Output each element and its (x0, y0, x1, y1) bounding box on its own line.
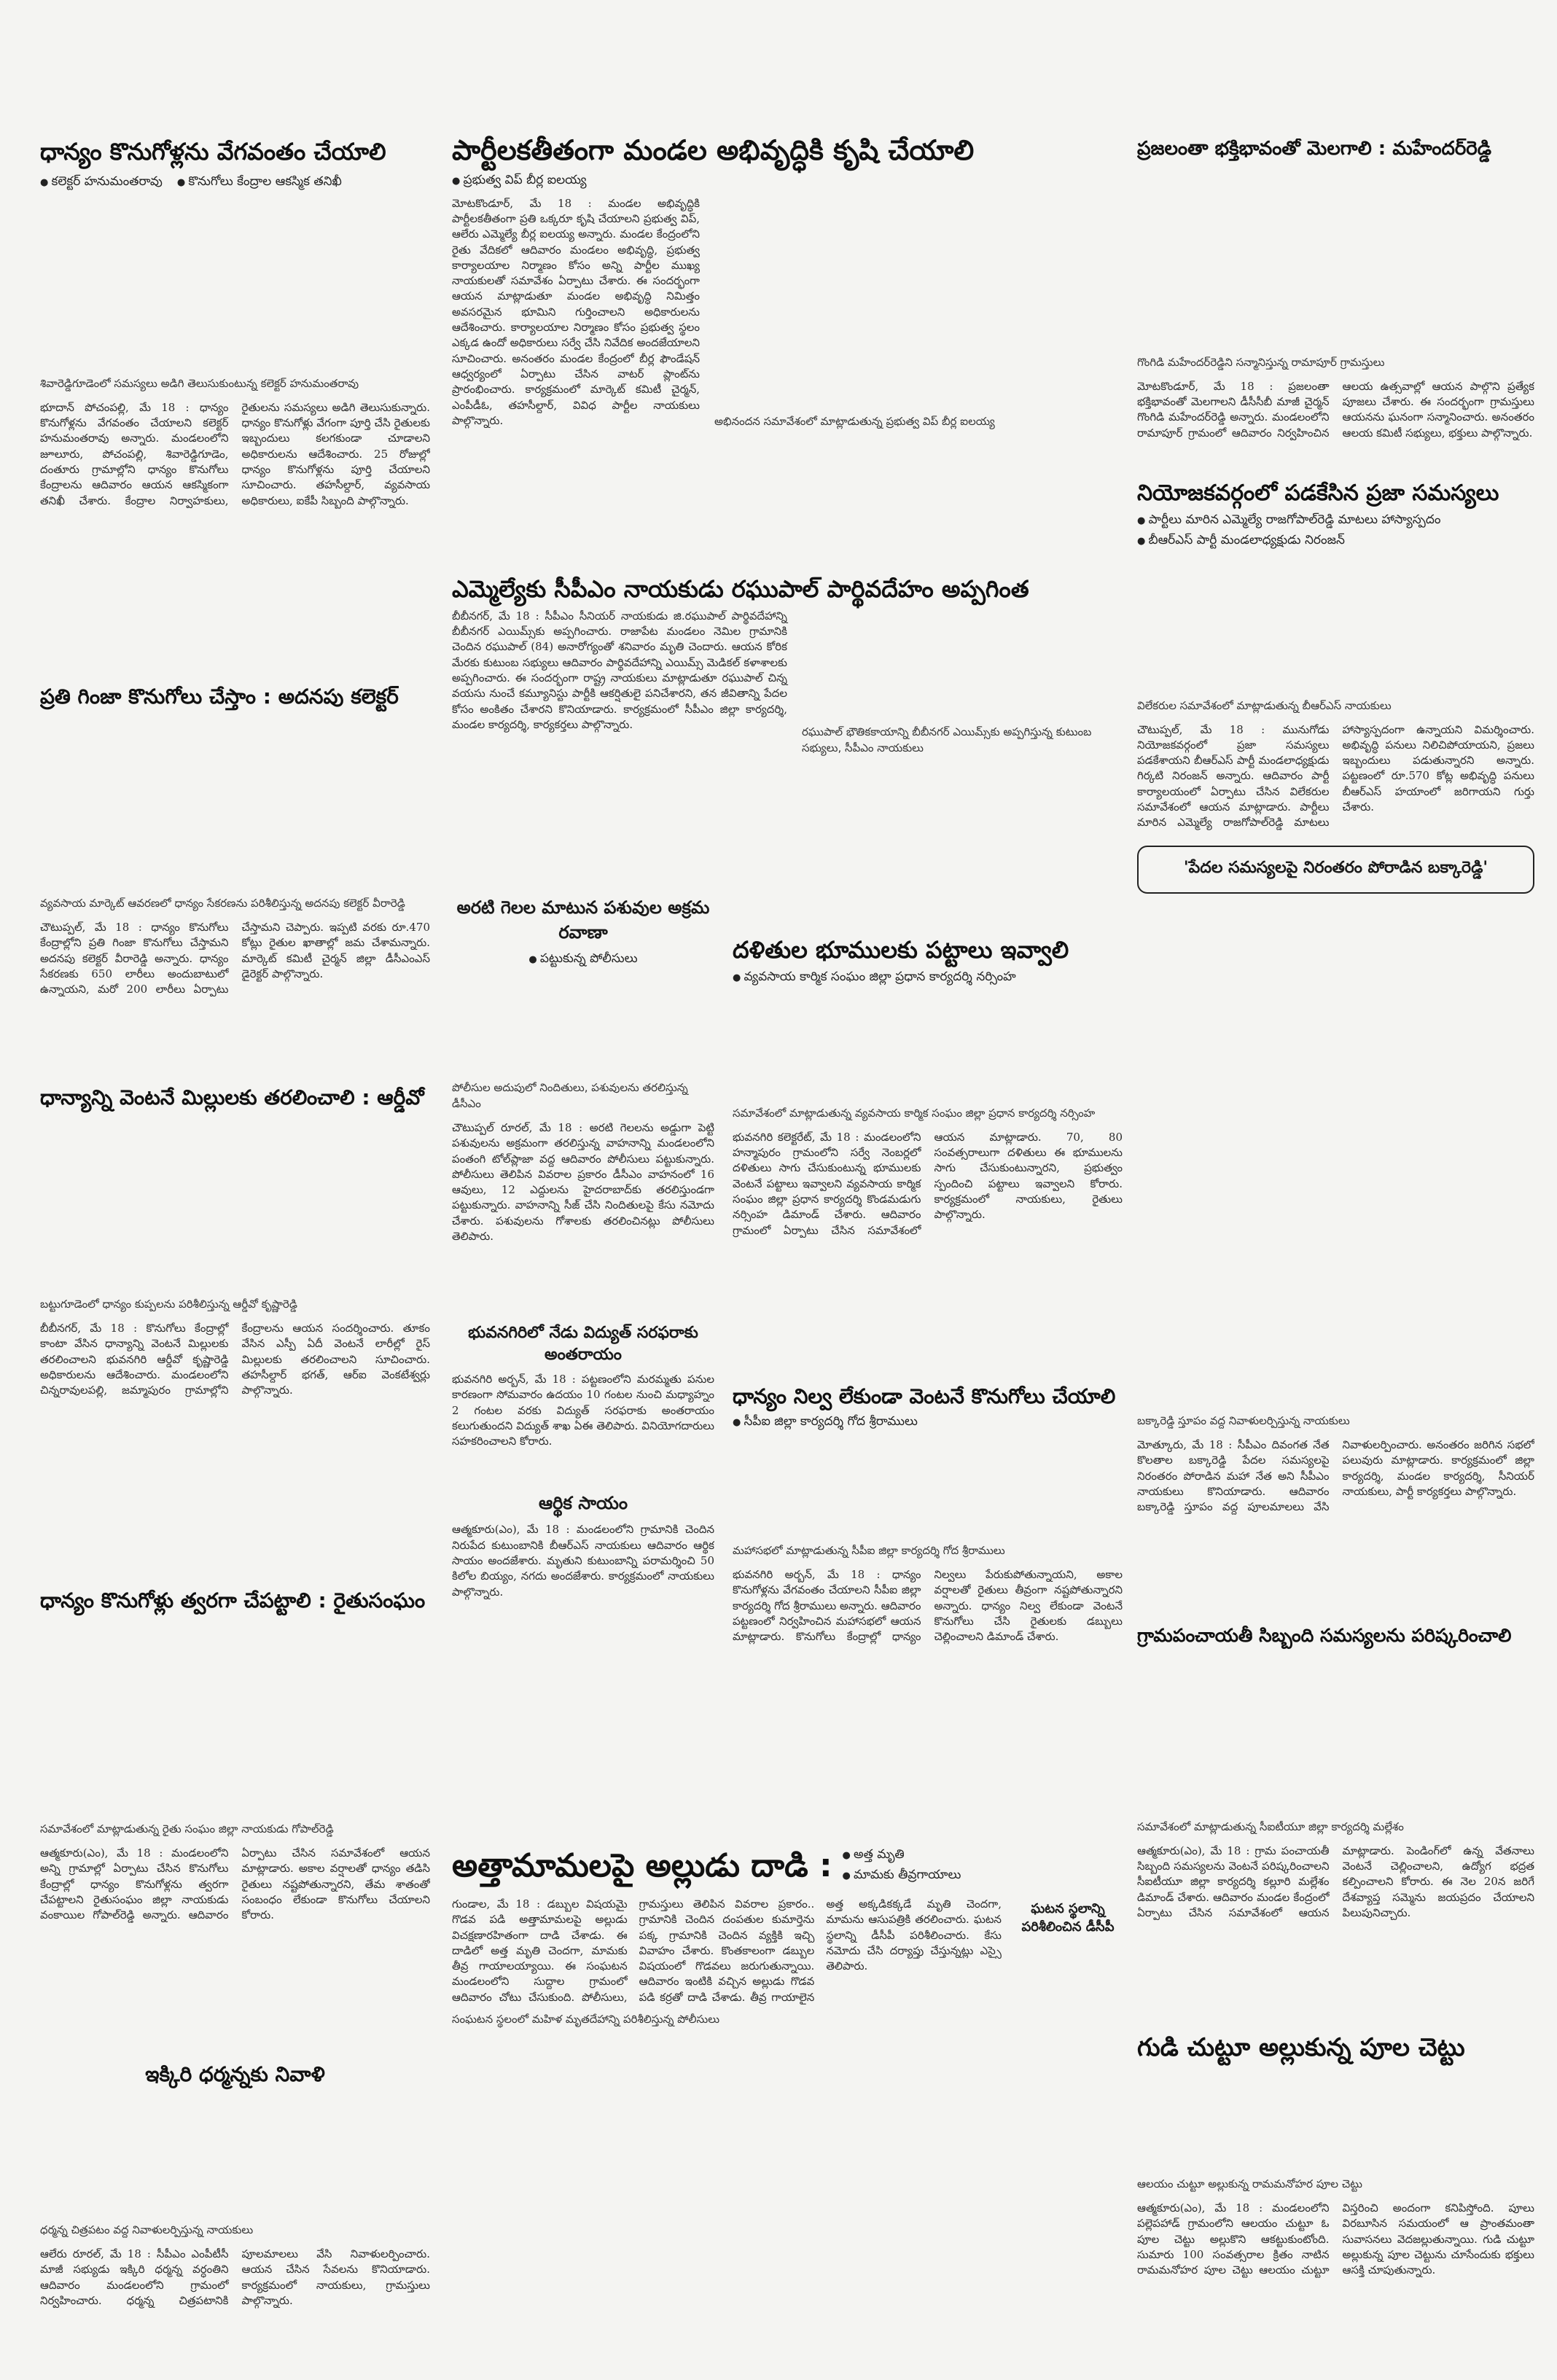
article-body: ఆత్మకూరు(ఎం), మే 18 : మండలంలోని అన్ని గ్రామాల్లో ఏర్పాటు చేసిన కొనుగోలు కేంద్రాల్లో ధాన్యం కొనుగోళ్లను త్వరగా చేపట్టాలని రైతుసంఘం జిల్లా నాయకుడు వంకాయిల గోపాల్‌రెడ్డి అన్నారు. ఆదివారం ఏర్పాటు చేసిన సమావేశంలో ఆయన మాట్లాడారు. అకాల వర్షాలతో ధాన్యం తడిసి రైతులు నష్టపోతున్నారని, తేమ శాతంతో సంబంధం లేకుండా కొనుగోలు చేయాలని కోరారు. (40, 1846, 430, 1922)
article-body: ఆత్మకూరు(ఎం), మే 18 : మండలంలోని పల్లెపహాడ్ గ్రామంలోని ఆలయం చుట్టూ ఓ పూల చెట్టు అల్లుకొని ఆకట్టుకుంటోంది. సుమారు 100 సంవత్సరాల క్రితం నాటిన రామమనోహర పూల చెట్టు ఆలయం చుట్టూ విస్తరించి అందంగా కనిపిస్తోంది. పూలు విరబూసిన సమయంలో ఆ ప్రాంతమంతా సువాసనలు వెదజల్లుతున్నాయి. గుడి చుట్టూ అల్లుకున్న పూల చెట్టును చూసేందుకు భక్తులు ఆసక్తి చూపుతున్నారు. (1137, 2201, 1534, 2277)
article-body: మోత్కూరు, మే 18 : సీపీఎం దివంగత నేత కొలతాల బక్కారెడ్డి పేదల సమస్యలపై నిరంతరం పోరాడిన మహా నేత అని సీపీఎం నాయకులు కొనియాడారు. ఆదివారం బక్కారెడ్డి స్తూపం వద్ద పూలమాలలు వేసి నివాళులర్పించారు. అనంతరం జరిగిన సభలో పలువురు మాట్లాడారు. కార్యక్రమంలో జిల్లా కార్యదర్శి, మండల కార్యదర్శి, సీనియర్ నాయకులు, పార్టీ కార్యకర్తలు పాల్గొన్నారు. (1137, 1438, 1534, 1514)
headline: ప్రజలంతా భక్తిభావంతో మెలగాలి : మహేందర్‌రెడ్డి (1137, 138, 1491, 160)
photo-caption: రఘుపాల్ భౌతికకాయాన్ని బీబీనగర్ ఎయిమ్స్‌కు అప్పగిస్తున్న కుటుంబ సభ్యులు, సీపీఎం నాయకులు (802, 725, 1092, 754)
photo-caption: సమావేశంలో మాట్లాడుతున్న రైతు సంఘం జిల్లా నాయకుడు గోపాల్‌రెడ్డి (40, 1822, 334, 1836)
headline: నియోజకవర్గంలో పడకేసిన ప్రజా సమస్యలు (1137, 481, 1499, 506)
photo-caption: పోలీసుల అదుపులో నిందితులు, పశువులను తరలిస్తున్న డీసీఎం (452, 1081, 688, 1110)
headline: ధాన్యం కొనుగోళ్లను వేగవంతం చేయాలి (40, 138, 386, 165)
article-body: ఆత్మకూరు(ఎం), మే 18 : గ్రామ పంచాయతీ సిబ్బంది సమస్యలను వెంటనే పరిష్కరించాలని సీఐటీయూ జిల్లా కార్యదర్శి కల్లూరి మల్లేశం డిమాండ్ చేశారు. ఆదివారం మండల కేంద్రంలో ఏర్పాటు చేసిన సమావేశంలో ఆయన మాట్లాడారు. పెండింగ్‌లో ఉన్న వేతనాలు వెంటనే చెల్లించాలని, ఉద్యోగ భద్రత కల్పించాలని కోరారు. ఈ నెల 20న జరిగే దేశవ్యాప్త సమ్మెను జయప్రదం చేయాలని పిలుపునిచ్చారు. (1137, 1843, 1534, 1919)
headline: భువనగిరిలో నేడు విద్యుత్ సరఫరాకు అంతరాయం (468, 1324, 698, 1364)
photo-caption: వ్యవసాయ మార్కెట్ ఆవరణలో ధాన్యం సేకరణను పరిశీలిస్తున్న అదనపు కలెక్టర్ వీరారెడ్డి (40, 897, 405, 910)
bullet: ● అత్త మృతి (843, 1847, 961, 1865)
bullet: ● మామకు తీవ్రగాయాలు (843, 1868, 961, 1885)
bullet: ● ప్రభుత్వ విప్ బీర్ల ఐలయ్య (452, 173, 1123, 190)
photo-caption: సమావేశంలో మాట్లాడుతున్న సీఐటీయూ జిల్లా కార్యదర్శి మల్లేశం (1137, 1819, 1404, 1833)
photo-caption: బట్టుగూడెంలో ధాన్యం కుప్పలను పరిశీలిస్తున్న ఆర్డీవో కృష్ణారెడ్డి (40, 1298, 297, 1311)
headline: ధాన్యం నిల్వ లేకుండా వెంటనే కొనుగోలు చేయాలి (733, 1385, 1116, 1408)
story-devotion (1137, 138, 1534, 474)
left-column (40, 138, 430, 2351)
headline: ఇక్కిరి ధర్మన్నకు నివాళి (145, 2063, 325, 2086)
story-rythu-sangham (40, 1589, 430, 2056)
story-body-handover (452, 576, 1123, 882)
right-column (1137, 138, 1534, 2351)
story-every-grain (40, 685, 430, 765)
subheadline: ఆర్థిక సాయం (538, 1493, 628, 1514)
story-bakkareddy (1137, 1276, 1534, 1582)
photo-caption: బక్కారెడ్డి స్తూపం వద్ద నివాళులర్పిస్తున్న నాయకులు (1137, 1414, 1350, 1427)
article-body: మోటకొండూర్, మే 18 : ప్రజలంతా భక్తిభావంతో మెలగాలని డీసీసీబీ మాజీ చైర్మన్ గొంగిడి మహేందర్‌రెడ్డి అన్నారు. మండలంలోని రామాపూర్ గ్రామంలో ఆదివారం నిర్వహించిన ఆలయ ఉత్సవాల్లో ఆయన పాల్గొని ప్రత్యేక పూజలు చేశారు. ఈ సందర్భంగా గ్రామస్తులు ఆయనను ఘనంగా సన్మానించారు. అనంతరం ఆలయ కమిటీ సభ్యులు, భక్తులు పాల్గొన్నారు. (1137, 379, 1534, 440)
story-cattle-smuggling (452, 893, 714, 1316)
photo-caption: సంఘటన స్థలంలో మహిళ మృతదేహాన్ని పరిశీలిస్తున్న పోలీసులు (452, 2013, 720, 2026)
article-body: చౌటుప్పల్, మే 18 : మునుగోడు నియోజకవర్గంలో ప్రజా సమస్యలు పడకేశాయని బీఆర్ఎస్ పార్టీ మండలాధ్యక్షుడు గిర్కటి నిరంజన్ అన్నారు. ఆదివారం పార్టీ కార్యాలయంలో ఏర్పాటు చేసిన విలేకరుల సమావేశంలో ఆయన మాట్లాడారు. పార్టీలు మారిన ఎమ్మెల్యే రాజగోపాల్‌రెడ్డి మాటలు హాస్యాస్పదంగా ఉన్నాయని విమర్శించారు. అభివృద్ధి పనులు నిలిచిపోయాయని, ప్రజలు ఇబ్బందులు పడుతున్నారని అన్నారు. పట్టణంలో రూ.570 కోట్ల అభివృద్ధి పనులు బీఆర్ఎస్ హయాంలో జరిగాయని గుర్తు చేశారు. (1137, 722, 1534, 830)
photo-caption: శివారెడ్డిగూడెంలో సమస్యలు అడిగి తెలుసుకుంటున్న కలెక్టర్ హనుమంతరావు (40, 376, 359, 390)
article-body: భువనగిరి అర్బన్, మే 18 : పట్టణంలోని మరమ్మతు పనుల కారణంగా సోమవారం ఉదయం 10 గంటల నుంచి మధ్యాహ్నం 2 గంటల వరకు విద్యుత్ సరఫరాకు అంతరాయం కలుగుతుందని విద్యుత్ శాఖ ఏఈ తెలిపారు. వినియోగదారులు సహకరించాలని కోరారు. (452, 1373, 714, 1448)
story-power-cut (452, 1319, 714, 1786)
headline: అత్తామామలపై అల్లుడు దాడి : (452, 1846, 832, 1884)
story-flower-tree (1137, 2034, 1534, 2347)
headline: 'పేదల సమస్యలపై నిరంతరం పోరాడిన బక్కారెడ్డి' (1183, 858, 1488, 877)
photo-caption: గొంగిడి మహేందర్‌రెడ్డిని సన్మానిస్తున్న రామాపూర్ గ్రామస్తులు (1137, 355, 1385, 369)
photo-caption: అభినందన సమావేశంలో మాట్లాడుతున్న ప్రభుత్వ విప్ బీర్ల ఐలయ్య (714, 414, 995, 428)
article-body: చౌటుప్పల్, మే 18 : ధాన్యం కొనుగోలు కేంద్రాల్లోని ప్రతి గింజా కొనుగోలు చేస్తామని అదనపు కలెక్టర్ వీరారెడ్డి అన్నారు. ధాన్యం సేకరణకు 650 లారీలు అందుబాటులో ఉన్నాయని, మరో 200 లారీలు ఏర్పాటు చేస్తామని చెప్పారు. ఇప్పటి వరకు రూ.470 కోట్లు రైతుల ఖాతాల్లో జమ చేశామన్నారు. మార్కెట్ కమిటీ చైర్మన్ జిల్లా డీసీఎంఎస్ డైరెక్టర్ పాల్గొన్నారు. (40, 921, 430, 996)
photo-caption: సమావేశంలో మాట్లాడుతున్న వ్యవసాయ కార్మిక సంఘం జిల్లా ప్రధాన కార్యదర్శి నర్సింహ (733, 1106, 1096, 1120)
article-body: చౌటుప్పల్ రూరల్, మే 18 : అరటి గెలలను అడ్డుగా పెట్టి పశువులను అక్రమంగా తరలిస్తున్న వాహనాన్ని మండలంలోని పంతంగి టోల్‌ప్లాజా వద్ద ఆదివారం పోలీసులు పట్టుకున్నారు. పోలీసులు తెలిపిన వివరాల ప్రకారం డీసీఎం వాహనంలో 16 ఆవులు, 12 ఎద్దులను హైదరాబాద్‌కు తరలిస్తుండగా పట్టుకున్నారు. వాహనాన్ని సీజ్ చేసి నిందితులపై కేసు నమోదు చేశారు. పశువులను గోశాలకు తరలించినట్లు పోలీసులు తెలిపారు. (452, 1121, 714, 1244)
headline: ధాన్యం కొనుగోళ్లు త్వరగా చేపట్టాలి : రైతుసంఘం (40, 1589, 426, 1612)
article-body: మోటకొండూర్, మే 18 : మండల అభివృద్ధికి పార్టీలకతీతంగా ప్రతి ఒక్కరూ కృషి చేయాలని ప్రభుత్వ విప్, ఆలేరు ఎమ్మెల్యే బీర్ల ఐలయ్య అన్నారు. మండల కేంద్రంలోని రైతు వేదికలో ఆదివారం మండలం అభివృద్ధి, ప్రభుత్వ కార్యాలయాల నిర్మాణం కోసం అన్ని పార్టీల ముఖ్య నాయకులతో సమావేశం ఏర్పాటు చేశారు. ఈ సందర్భంగా ఆయన మాట్లాడుతూ మండల అభివృద్ధి నిమిత్తం అవసరమైన భూమిని గుర్తించాలని అధికారులను ఆదేశించారు. కార్యాలయాల నిర్మాణం కోసం ప్రభుత్వ స్థలం ఎక్కడ ఉందో అధికారులు సర్వే చేసి నివేదిక అందజేయాలని సూచించారు. అనంతరం మండల కేంద్రంలో బీర్ల ఫౌండేషన్ ఆధ్వర్యంలో ఏర్పాటు చేసిన వాటర్ ప్లాంట్‌ను ప్రారంభించారు. కార్యక్రమంలో మార్కెట్ కమిటీ చైర్మన్, ఎంపీడీఓ, తహసీల్దార్, వివిధ పార్టీల నాయకులు పాల్గొన్నారు. (452, 196, 700, 427)
photo-caption: మహాసభలో మాట్లాడుతున్న సీపీఐ జిల్లా కార్యదర్శి గోద శ్రీరాములు (733, 1544, 1005, 1558)
bullet: ● వ్యవసాయ కార్మిక సంఘం జిల్లా ప్రధాన కార్యదర్శి నర్సింహ (733, 969, 1123, 987)
photo-caption: విలేకరుల సమావేశంలో మాట్లాడుతున్న బీఆర్ఎస్ నాయకులు (1137, 698, 1392, 712)
photo-caption: ఘటన స్థలాన్ని పరిశీలించిన డీసీపీ (1021, 1901, 1115, 1935)
headline: అరటి గెలల మాటున పశువుల అక్రమ రవాణా (456, 897, 710, 943)
story-public-issues (1137, 481, 1534, 1239)
story-dalit-lands (733, 937, 1123, 1345)
photo-caption: ధర్మన్న చిత్రపటం వద్ద నివాళులర్పిస్తున్న నాయకులు (40, 2223, 254, 2237)
bullet: ● కొనుగోలు కేంద్రాల ఆకస్మిక తనిఖీ (177, 174, 342, 192)
headline: పార్టీలకతీతంగా మండల అభివృద్ధికి కృషి చేయాలి (452, 135, 975, 166)
story-panchayat-staff (1137, 1626, 1534, 2005)
headline: ధాన్యాన్ని వెంటనే మిల్లులకు తరలించాలి : ఆర్డీవో (40, 1086, 424, 1109)
middle-column (452, 135, 1123, 2351)
article-body: భూదాన్ పోచంపల్లి, మే 18 : ధాన్యం కొనుగోళ్లను వేగవంతం చేయాలని కలెక్టర్ హనుమంతరావు అన్నారు. మండలంలోని జూలూరు, పోచంపల్లి, శివారెడ్డిగూడెం, దంతూరు గ్రామాల్లోని ధాన్యం కొనుగోలు కేంద్రాలను ఆదివారం ఆయన ఆకస్మికంగా తనిఖీ చేశారు. కేంద్రాల నిర్వాహకులు, రైతులను సమస్యలు అడిగి తెలుసుకున్నారు. ధాన్యం కొనుగోళ్లు వేగంగా పూర్తి చేసి రైతులకు ఇబ్బందులు కలగకుండా చూడాలని అధికారులను ఆదేశించారు. 25 రోజుల్లో ధాన్యం కొనుగోళ్లను పూర్తి చేయాలని సూచించారు. తహసీల్దార్, వ్యవసాయ అధికారులు, ఐకేపీ సిబ్బంది పాల్గొన్నారు. (40, 400, 430, 507)
article-body: బీబీనగర్, మే 18 : కొనుగోలు కేంద్రాల్లో కాంటా వేసిన ధాన్యాన్ని వెంటనే మిల్లులకు తరలించాలని భువనగిరి ఆర్డీవో కృష్ణారెడ్డి అధికారులను ఆదేశించారు. మండలంలోని చిన్నరావులపల్లి, జమ్మాపురం గ్రామాల్లోని కేంద్రాలను ఆయన సందర్శించారు. తూకం వేసిన ఎస్పీ ఏదీ వెంటనే లారీల్లో రైస్ మిల్లులకు తరలించాలని సూచించారు. తహసీల్దార్ భగత్, ఆర్ఐ వెంకటేశ్వర్లు పాల్గొన్నారు. (40, 1322, 430, 1397)
headline: గ్రామపంచాయతీ సిబ్బంది సమస్యలను పరిష్కరించాలి (1137, 1626, 1512, 1646)
headline: ఎమ్మెల్యేకు సీపీఎం నాయకుడు రఘుపాల్ పార్థివదేహం అప్పగింత (452, 576, 1029, 603)
article-body: బీబీనగర్, మే 18 : సీపీఎం సీనియర్ నాయకుడు జి.రఘుపాల్ పార్థివదేహాన్ని బీబీనగర్ ఎయిమ్స్‌కు అప్పగించారు. రాజాపేట మండలం నెమిల గ్రామానికి చెందిన రఘుపాల్ (84) అనారోగ్యంతో శనివారం మృతి చెందారు. ఆయన కోరిక మేరకు కుటుంబ సభ్యులు ఆదివారం పార్థివదేహాన్ని ఎయిమ్స్ మెడికల్ కళాశాలకు అప్పగించారు. ఈ సందర్భంగా రాష్ట్ర నాయకులు మాట్లాడుతూ రఘుపాల్ చిన్న వయసు నుంచే కమ్యూనిస్టు పార్టీకి ఆకర్షితులై పనిచేశారని, తన జీవితాన్ని పేదల కోసం అంకితం చేశారని కొనియాడారు. కార్యక్రమంలో సీపీఎం జిల్లా కార్యదర్శి, మండల కార్యదర్శి, కార్యకర్తలు పాల్గొన్నారు. (452, 609, 787, 731)
story-attack (452, 1844, 1123, 2347)
bullet: ● బీఆర్ఎస్ పార్టీ మండలాధ్యక్షుడు నిరంజన్ (1137, 533, 1534, 550)
story-tribute (40, 2063, 430, 2347)
headline: దళితుల భూములకు పట్టాలు ఇవ్వాలి (733, 937, 1069, 964)
bullet: ● పార్టీలు మారిన ఎమ్మెల్యే రాజగోపాల్‌రెడ్డి మాటలు హాస్యాస్పదం (1137, 512, 1534, 530)
story-every-grain-body (40, 897, 430, 1093)
article-body: ఆత్మకూరు(ఎం), మే 18 : మండలంలోని గ్రామానికి చెందిన నిరుపేద కుటుంబానికి బీఆర్ఎస్ నాయకులు ఆదివారం ఆర్థిక సాయం అందజేశారు. మృతుని కుటుంబాన్ని పరామర్శించి 50 కిలోల బియ్యం, నగదు అందజేశారు. కార్యక్రమంలో నాయకులు పాల్గొన్నారు. (452, 1523, 714, 1599)
story-move-to-mills (40, 1086, 430, 1465)
bullet: ● సీపీఐ జిల్లా కార్యదర్శి గోద శ్రీరాములు (733, 1414, 1123, 1432)
article-body: భువనగిరి కలెక్టరేట్, మే 18 : మండలంలోని హన్మాపురం గ్రామంలోని సర్వే నెంబర్లలో దళితులు సాగు చేసుకుంటున్న భూములకు వెంటనే పట్టాలు ఇవ్వాలని వ్యవసాయ కార్మిక సంఘం జిల్లా ప్రధాన కార్యదర్శి కొండమడుగు నర్సింహ డిమాండ్ చేశారు. ఆదివారం గ్రామంలో ఏర్పాటు చేసిన సమావేశంలో ఆయన మాట్లాడారు. 70, 80 సంవత్సరాలుగా దళితులు ఈ భూములను సాగు చేసుకుంటున్నారని, ప్రభుత్వం స్పందించి పట్టాలు ఇవ్వాలని కోరారు. కార్యక్రమంలో నాయకులు, రైతులు పాల్గొన్నారు. (733, 1130, 1123, 1237)
story-mandal-development (452, 135, 1123, 565)
quote-box (1137, 846, 1534, 894)
bullet: ● కలెక్టర్ హనుమంతరావు (40, 174, 163, 192)
story-store-grain (733, 1385, 1123, 1837)
bullet: ● పట్టుకున్న పోలీసులు (452, 951, 714, 969)
photo-caption: ఆలయం చుట్టూ అల్లుకున్న రామమనోహర పూల చెట్టు (1137, 2177, 1362, 2191)
headline: గుడి చుట్టూ అల్లుకున్న పూల చెట్టు (1137, 2034, 1465, 2062)
article-body: గుండాల, మే 18 : డబ్బుల విషయమై గొడవ పడి అత్తామామలపై అల్లుడు విచక్షణారహితంగా దాడి చేశాడు. ఈ దాడిలో అత్త మృతి చెందగా, మామకు తీవ్ర గాయాలయ్యాయి. ఈ సంఘటన మండలంలోని సుద్దాల గ్రామంలో ఆదివారం చోటు చేసుకుంది. పోలీసులు, గ్రామస్తులు తెలిపిన వివరాల ప్రకారం.. గ్రామానికి చెందిన దంపతుల కుమార్తెను పక్క గ్రామానికి చెందిన వ్యక్తికి ఇచ్చి వివాహం చేశారు. కొంతకాలంగా డబ్బుల విషయంలో గొడవలు జరుగుతున్నాయి. ఆదివారం ఇంటికి వచ్చిన అల్లుడు గొడవ పడి కర్రతో దాడి చేశాడు. తీవ్ర గాయాలైన అత్త అక్కడికక్కడే మృతి చెందగా, మామను ఆసుపత్రికి తరలించారు. ఘటన స్థలాన్ని డీసీపీ పరిశీలించారు. కేసు నమోదు చేసి దర్యాప్తు చేస్తున్నట్లు ఎస్సై తెలిపారు. (452, 1897, 1002, 2004)
article-body: ఆలేరు రూరల్, మే 18 : సీపీఎం ఎంపీటీసీ మాజీ సభ్యుడు ఇక్కిరి ధర్మన్న వర్ధంతిని ఆదివారం మండలంలోని గ్రామంలో నిర్వహించారు. ధర్మన్న చిత్రపటానికి పూలమాలలు వేసి నివాళులర్పించారు. ఆయన చేసిన సేవలను కొనియాడారు. కార్యక్రమంలో నాయకులు, గ్రామస్తులు పాల్గొన్నారు. (40, 2247, 430, 2308)
article-body: భువనగిరి అర్బన్, మే 18 : ధాన్యం కొనుగోళ్లను వేగవంతం చేయాలని సీపీఐ జిల్లా కార్యదర్శి గోద శ్రీరాములు అన్నారు. ఆదివారం పట్టణంలో నిర్వహించిన మహాసభలో ఆయన మాట్లాడారు. కొనుగోలు కేంద్రాల్లో ధాన్యం నిల్వలు పేరుకుపోతున్నాయని, అకాల వర్షాలతో రైతులు తీవ్రంగా నష్టపోతున్నారని అన్నారు. ధాన్యం నిల్వ లేకుండా వెంటనే కొనుగోలు చేసి రైతులకు డబ్బులు చెల్లించాలని డిమాండ్ చేశారు. (733, 1568, 1123, 1644)
headline: ప్రతి గింజా కొనుగోలు చేస్తాం : అదనపు కలెక్టర్ (40, 685, 399, 709)
